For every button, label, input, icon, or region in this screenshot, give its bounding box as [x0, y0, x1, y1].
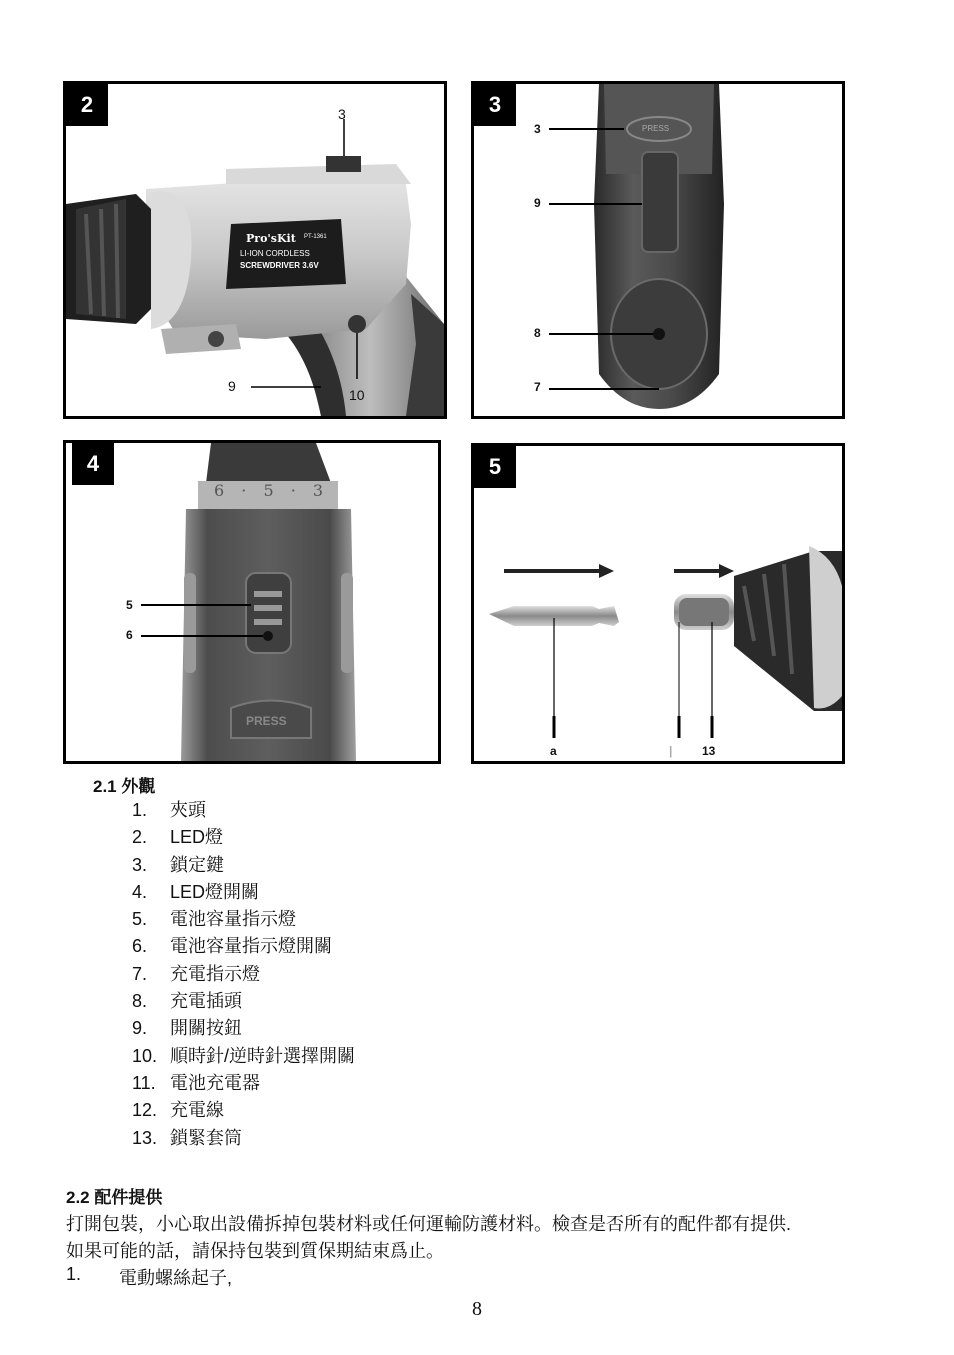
- callout-line-marker: |: [669, 744, 673, 758]
- product-label-line1: LI-ION CORDLESS: [240, 249, 310, 258]
- dial-markings: 6 · 5 · 3: [214, 481, 330, 500]
- figure-3: [471, 81, 845, 419]
- list-item: 7. 充電指示燈: [132, 963, 260, 984]
- section-heading-appearance: 2.1 外觀: [93, 777, 156, 796]
- figure-badge: 4: [72, 443, 114, 485]
- callout-10: 10: [349, 387, 365, 403]
- product-label-brand: Pro'sKit: [246, 232, 296, 245]
- list-item: 11. 電池充電器: [132, 1072, 260, 1093]
- figure-badge: 2: [66, 84, 108, 126]
- figure-badge: 5: [474, 446, 516, 488]
- callout-6: 6: [126, 628, 133, 642]
- callout-13: 13: [702, 744, 716, 758]
- bit-insertion-photo: [474, 446, 842, 761]
- list-item: 3. 鎖定鍵: [132, 854, 224, 875]
- list-item: 10. 順時針/逆時針選擇開關: [132, 1045, 355, 1066]
- list-item: 5. 電池容量指示燈: [132, 909, 296, 930]
- figure-badge: 3: [474, 84, 516, 126]
- accessories-paragraph-line1: 打開包裝，小心取出設備拆掉包裝材料或任何運輸防護材料。檢查是否所有的配件都有提供.: [66, 1214, 791, 1234]
- list-item: 4. LED燈開關: [132, 881, 260, 902]
- press-label: PRESS: [642, 124, 670, 133]
- callout-3: 3: [338, 106, 346, 122]
- accessories-paragraph-line2: 如果可能的話，請保持包裝到質保期結束爲止。: [66, 1241, 444, 1261]
- section-heading-accessories: 2.2 配件提供: [66, 1188, 163, 1207]
- list-item: 8. 充電插頭: [132, 991, 242, 1012]
- accessories-item-text: 電動螺絲起子,: [119, 1268, 233, 1288]
- page-number: 8: [472, 1298, 482, 1320]
- list-item: 9. 開關按鈕: [132, 1018, 242, 1039]
- press-label: PRESS: [246, 714, 287, 728]
- list-item: 1. 夾頭: [132, 800, 206, 820]
- parts-list: [132, 797, 355, 1152]
- screwdriver-back-photo: [474, 84, 842, 416]
- product-label-line2: SCREWDRIVER 3.6V: [240, 261, 319, 270]
- callout-9: 9: [228, 378, 236, 394]
- callout-9: 9: [534, 196, 541, 210]
- callout-7: 7: [534, 380, 541, 394]
- list-item: 13. 鎖緊套筒: [132, 1127, 242, 1148]
- product-label-line3: 3.6V~1300mAh, 200rpm: [236, 279, 291, 285]
- callout-8: 8: [534, 326, 541, 340]
- list-item: 2. LED燈: [132, 827, 224, 848]
- list-item: 6. 電池容量指示燈開關: [132, 936, 332, 957]
- figure-2: [63, 81, 447, 419]
- figure-5: [471, 443, 845, 764]
- callout-5: 5: [126, 598, 133, 612]
- accessories-item-number: 1.: [66, 1264, 82, 1284]
- figure-4: [63, 440, 441, 764]
- callout-a: a: [550, 744, 557, 758]
- product-label-model: PT-1361: [304, 234, 327, 240]
- list-item: 12. 充電線: [132, 1100, 224, 1121]
- callout-3: 3: [534, 122, 541, 136]
